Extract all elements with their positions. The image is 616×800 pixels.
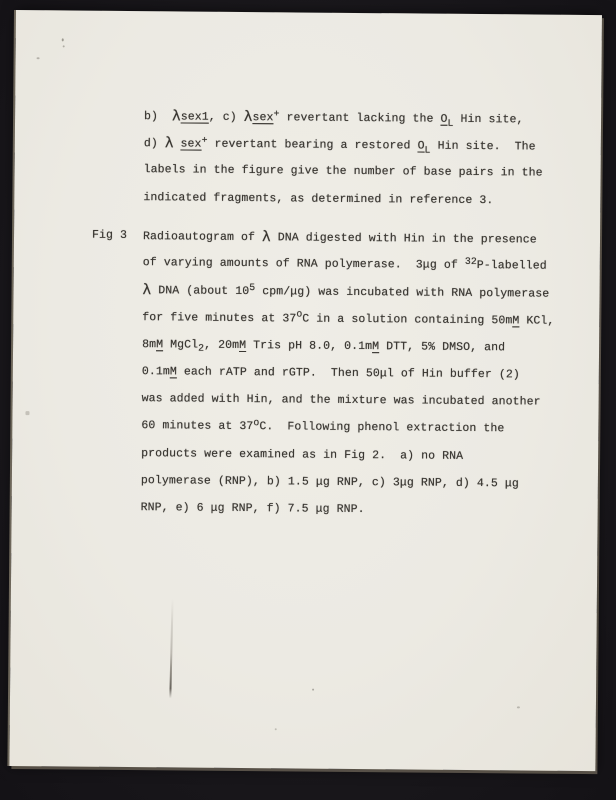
lambda-glyph: λ xyxy=(243,108,253,125)
lambda-glyph: λ xyxy=(142,281,152,299)
lambda-glyph: λ xyxy=(261,228,271,245)
paper-speck xyxy=(312,689,314,691)
paper-speck xyxy=(275,728,277,730)
paper-speck xyxy=(62,38,64,41)
fig3-label: Fig 3 xyxy=(91,228,128,242)
text-line: 60 minutes at 37oC. Following phenol extraction the xyxy=(141,416,505,436)
fig3-legend xyxy=(141,222,584,525)
text-line: d) λ sex+ revertant bearing a restored OL Hin site. The xyxy=(143,134,536,156)
text-line: λ DNA (about 105 cpm/μg) was incubated with RNA polymerase xyxy=(142,281,550,302)
lambda-glyph: λ xyxy=(164,134,174,152)
manuscript-page xyxy=(9,10,602,771)
text-line: 0.1mM each rATP and rGTP. Then 50μl of Hin buffer (2) xyxy=(141,365,520,382)
figure2-legend-continuation xyxy=(143,102,584,215)
text-line: indicated fragments, as determined in reference 3. xyxy=(143,190,494,207)
text-line: labels in the figure give the number of base pairs in the xyxy=(143,163,543,180)
text-line: b) λsex1, c) λsex+ revertant lacking the OL Hin site, xyxy=(144,107,524,129)
text-line: polymerase (RNP), b) 1.5 μg RNP, c) 3μg RNP, d) 4.5 μg xyxy=(140,473,520,491)
text-line: was added with Hin, and the mixture was incubated another xyxy=(141,392,541,409)
lambda-glyph: λ xyxy=(172,107,181,124)
paper-speck xyxy=(517,706,520,708)
text-line: 8mM MgCl2, 20mM Tris pH 8.0, 0.1mM DTT, 5% DMSO, and xyxy=(142,337,506,355)
text-line: products were examined as in Fig 2. a) no RNA xyxy=(141,446,464,463)
paper-speck xyxy=(37,57,40,59)
paper-speck xyxy=(63,45,65,47)
text-line: RNP, e) 6 μg RNP, f) 7.5 μg RNP. xyxy=(140,500,365,516)
text-line: for five minutes at 37oC in a solution containing 50mM KCl, xyxy=(142,308,555,328)
paper-speck xyxy=(25,411,29,415)
text-line: of varying amounts of RNA polymerase. 3μg of 32P-labelled xyxy=(142,255,547,273)
text-line: Radioautogram of λ DNA digested with Hin in the presence xyxy=(142,228,537,247)
paper-crease-mark xyxy=(169,598,173,698)
